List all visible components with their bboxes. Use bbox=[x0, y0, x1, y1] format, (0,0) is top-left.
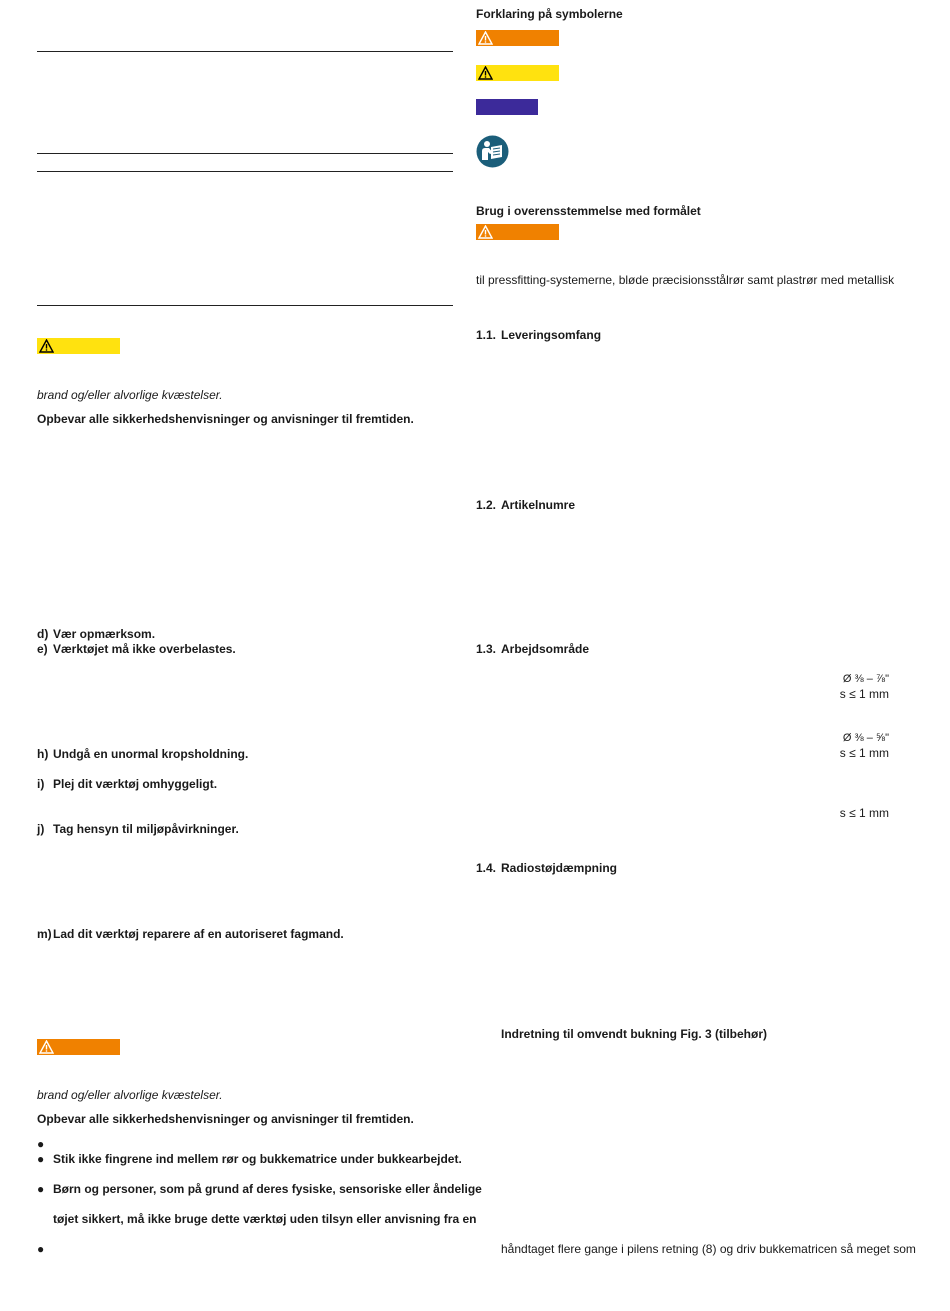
bullet-3: ● bbox=[37, 1182, 45, 1196]
section-1-1-num: 1.1. bbox=[476, 328, 497, 342]
work-range-2-diameter: Ø ⅜ – ⅝" bbox=[842, 732, 889, 744]
intended-use-heading: Brug i overensstemmelse med formålet bbox=[476, 204, 701, 218]
item-m-text: Lad dit værktøj reparere af en autoriseret fagmand. bbox=[53, 927, 344, 941]
item-j-text: Tag hensyn til miljøpåvirkninger. bbox=[53, 822, 239, 836]
bullet-4: ● bbox=[37, 1242, 45, 1256]
work-range-3-wall: s ≤ 1 mm bbox=[839, 806, 889, 820]
divider-1 bbox=[37, 51, 453, 52]
work-range-2-wall: s ≤ 1 mm bbox=[839, 746, 889, 760]
intended-use-text: til pressfitting-systemerne, bløde præcisionsstålrør samt plastrør med metallisk bbox=[476, 273, 895, 287]
section-1-1-title: Leveringsomfang bbox=[501, 328, 602, 342]
section-1-2-title: Artikelnumre bbox=[501, 498, 576, 512]
keep-instructions-1: Opbevar alle sikkerhedshenvisninger og anvisninger til fremtiden. bbox=[37, 412, 414, 426]
intended-use-warning-badge bbox=[476, 224, 559, 240]
reverse-bending-heading: Indretning til omvendt bukning Fig. 3 (tilbehør) bbox=[501, 1027, 767, 1041]
item-e-marker: e) bbox=[37, 642, 48, 656]
warning-triangle-icon bbox=[478, 31, 493, 45]
section-1-4-title: Radiostøjdæmpning bbox=[501, 861, 617, 875]
read-manual-icon bbox=[476, 135, 509, 168]
item-h-marker: h) bbox=[37, 747, 49, 761]
item-m-marker: m) bbox=[37, 927, 52, 941]
item-e-text: Værktøjet må ikke overbelastes. bbox=[53, 642, 236, 656]
bullet-1: ● bbox=[37, 1137, 45, 1151]
section-1-3-title: Arbejdsområde bbox=[501, 642, 590, 656]
divider-2 bbox=[37, 153, 453, 154]
divider-3 bbox=[37, 171, 453, 172]
item-i-text: Plej dit værktøj omhyggeligt. bbox=[53, 777, 218, 791]
symbols-heading: Forklaring på symbolerne bbox=[476, 7, 623, 21]
symbol-caution-yellow bbox=[476, 65, 559, 81]
keep-instructions-2: Opbevar alle sikkerhedshenvisninger og anvisninger til fremtiden. bbox=[37, 1112, 414, 1126]
work-range-1-wall: s ≤ 1 mm bbox=[839, 687, 889, 701]
item-d-marker: d) bbox=[37, 627, 49, 641]
divider-4 bbox=[37, 305, 453, 306]
bullet-3-text: Børn og personer, som på grund af deres fysiske, sensoriske eller åndelige bbox=[53, 1182, 482, 1196]
item-d-text: Vær opmærksom. bbox=[53, 627, 156, 641]
section-1-3-num: 1.3. bbox=[476, 642, 497, 656]
warning-triangle-icon bbox=[478, 66, 493, 80]
warning-badge-orange-left bbox=[37, 1039, 120, 1055]
warning-triangle-icon bbox=[478, 225, 493, 239]
warning-text-1: brand og/eller alvorlige kvæstelser. bbox=[37, 388, 223, 402]
bullet-3-continuation: tøjet sikkert, må ikke bruge dette værktøj uden tilsyn eller anvisning fra en bbox=[53, 1212, 477, 1226]
bullet-2: ● bbox=[37, 1152, 45, 1166]
warning-badge-yellow-left bbox=[37, 338, 120, 354]
symbol-notice-purple bbox=[476, 99, 538, 115]
section-1-4-num: 1.4. bbox=[476, 861, 497, 875]
item-j-marker: j) bbox=[37, 822, 45, 836]
warning-text-2: brand og/eller alvorlige kvæstelser. bbox=[37, 1088, 223, 1102]
warning-triangle-icon bbox=[39, 339, 54, 353]
symbol-danger-orange bbox=[476, 30, 559, 46]
handle-instruction-text: håndtaget flere gange i pilens retning (8) og driv bukkematricen så meget som bbox=[501, 1242, 916, 1256]
item-i-marker: i) bbox=[37, 777, 45, 791]
work-range-1-diameter: Ø ⅜ – ⅞" bbox=[842, 673, 889, 685]
item-h-text: Undgå en unormal kropsholdning. bbox=[53, 747, 249, 761]
section-1-2-num: 1.2. bbox=[476, 498, 497, 512]
bullet-2-text: Stik ikke fingrene ind mellem rør og bukkematrice under bukkearbejdet. bbox=[53, 1152, 462, 1166]
warning-triangle-icon bbox=[39, 1040, 54, 1054]
